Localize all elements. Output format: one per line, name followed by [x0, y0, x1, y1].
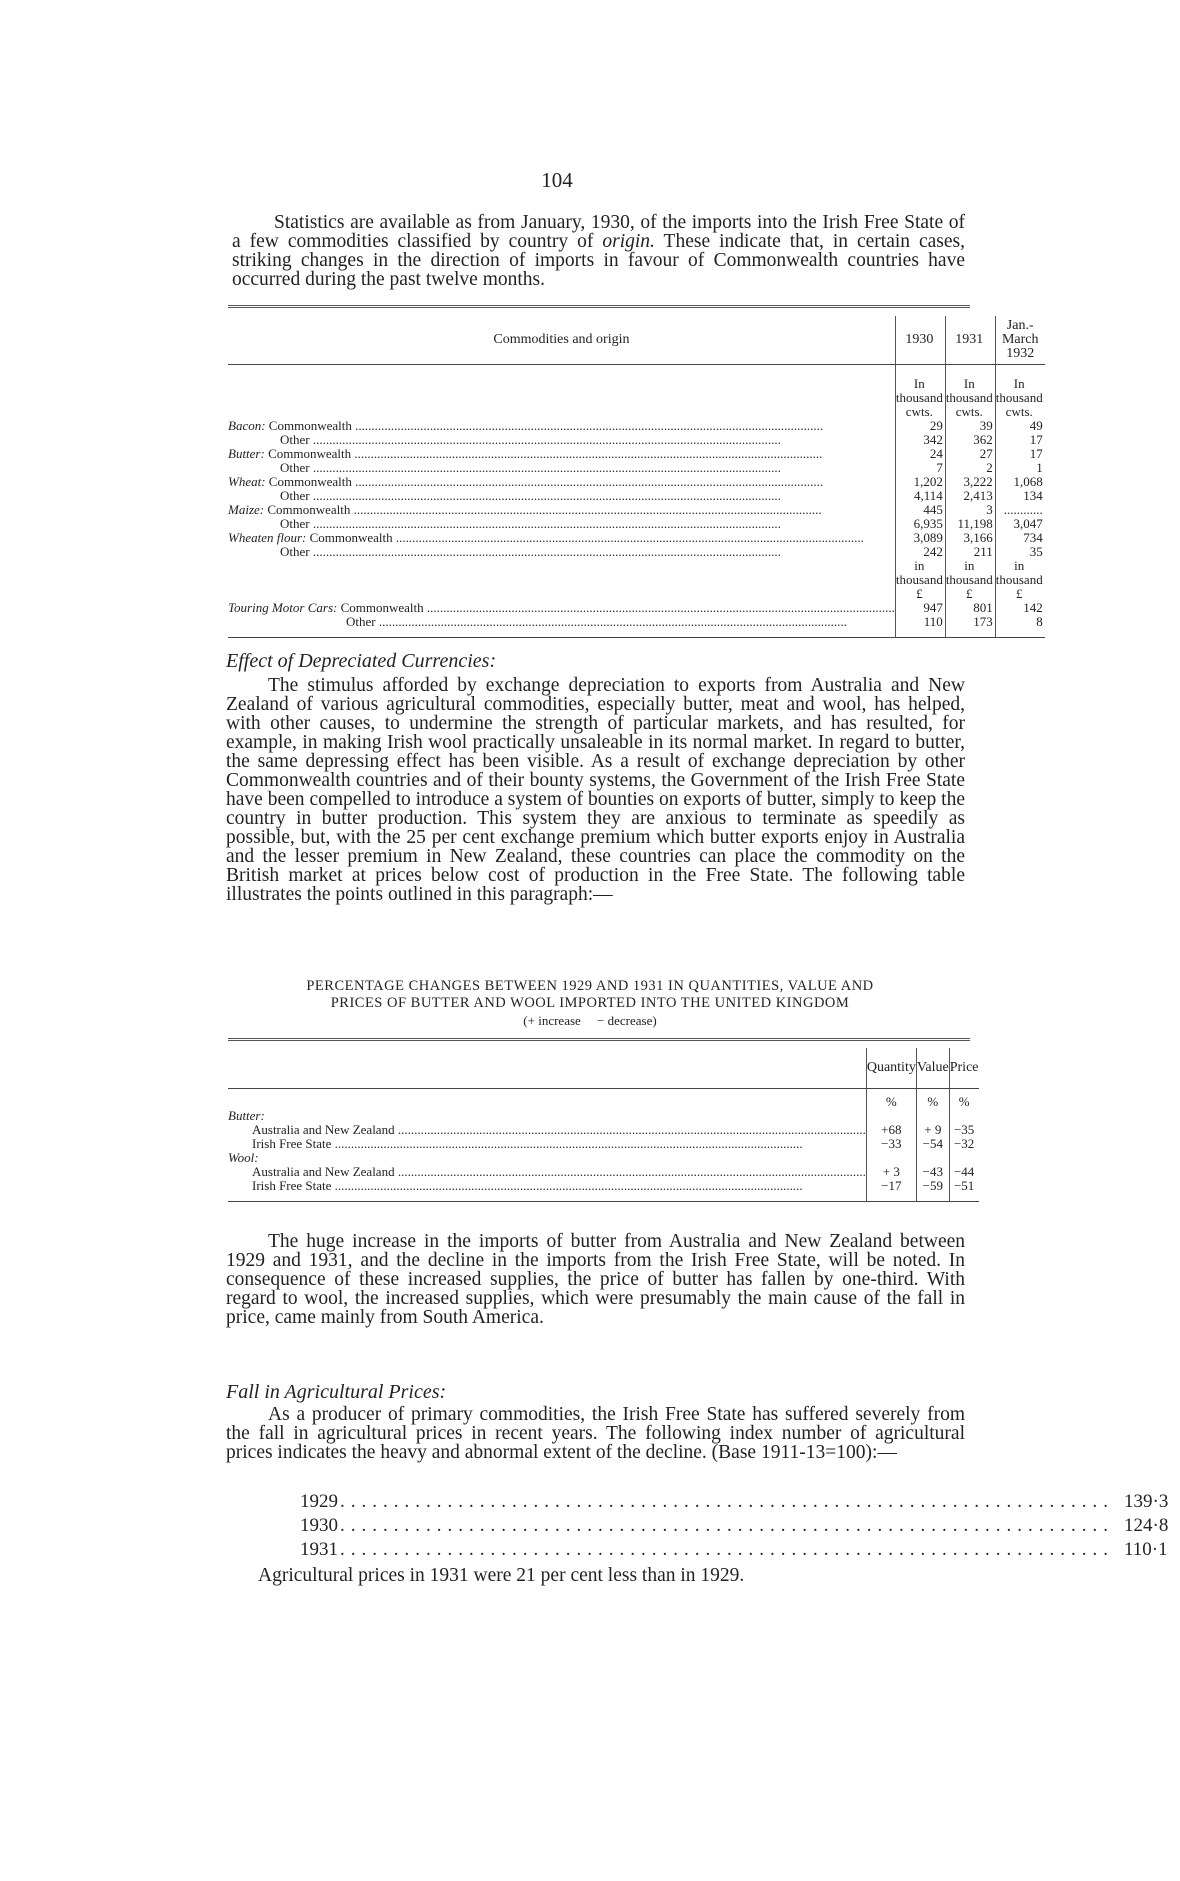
- value-1932: 17: [995, 433, 1044, 447]
- value-1930: 24: [895, 447, 945, 461]
- origin-name: Other: [346, 614, 376, 629]
- origin-name: Commonwealth: [268, 474, 352, 489]
- table-row: [228, 601, 1045, 615]
- origin-name: Other: [280, 488, 310, 503]
- value-1931: 173: [945, 615, 995, 629]
- table2-title-line1: PERCENTAGE CHANGES BETWEEN 1929 AND 1931 IN QUANTITIES, VALUE AND: [306, 978, 874, 994]
- row-label: [228, 531, 895, 545]
- value-1930: 947: [895, 601, 945, 615]
- row-label: [228, 545, 895, 559]
- group-name: Wool:: [228, 1150, 259, 1165]
- row-label: Irish Free State .....: [228, 1137, 866, 1151]
- value-1930: 3,089: [895, 531, 945, 545]
- table-row: [228, 545, 1045, 559]
- commodity-name: Bacon:: [228, 418, 266, 433]
- header-price: Price: [949, 1048, 978, 1089]
- header-quantity: Quantity: [866, 1048, 916, 1089]
- table-row: [228, 433, 1045, 447]
- cell-quantity: −17: [866, 1179, 916, 1193]
- section-heading-currencies: Effect of Depreciated Currencies:: [226, 650, 497, 672]
- value-1932: 1,068: [995, 475, 1044, 489]
- table-row: [228, 1179, 979, 1193]
- table2-bottom-row: [228, 1193, 979, 1202]
- cell-value: + 9: [916, 1123, 949, 1137]
- unit-value-1931: in thousand £: [945, 559, 995, 601]
- table1-cars-body: [228, 601, 1045, 629]
- butter-wool-table: [228, 1048, 979, 1202]
- index-row: 1931 ........................................................................ 110·1: [300, 1539, 1168, 1560]
- page-number: 104: [541, 168, 573, 192]
- table-row: [228, 615, 1045, 629]
- origin-name: Other: [280, 432, 310, 447]
- header-1930: 1930: [895, 316, 945, 365]
- cell-price: −32: [949, 1137, 978, 1151]
- cell-quantity: +68: [866, 1123, 916, 1137]
- table-row: [228, 531, 1045, 545]
- value-1932: 734: [995, 531, 1044, 545]
- value-1932: 8: [995, 615, 1044, 629]
- value-1930: 342: [895, 433, 945, 447]
- header-commodities: Commodities and origin: [228, 316, 895, 365]
- cell-value: −54: [916, 1137, 949, 1151]
- cell-price: −51: [949, 1179, 978, 1193]
- table1-unit-row: [228, 365, 1045, 420]
- index-row: 1929 ........................................................................ 139·3: [300, 1491, 1169, 1512]
- value-1931: 39: [945, 419, 995, 433]
- row-label: [228, 447, 895, 461]
- table-row: [228, 419, 1045, 433]
- value-1931: 11,198: [945, 517, 995, 531]
- row-label: [228, 489, 895, 503]
- closing-sentence: Agricultural prices in 1931 were 21 per cent less than in 1929.: [258, 1565, 745, 1586]
- table-row: [228, 489, 1045, 503]
- row-label: [228, 517, 895, 531]
- value-1932: 17: [995, 447, 1044, 461]
- value-1930: 29: [895, 419, 945, 433]
- unit-cwts-1932: In thousand cwts.: [995, 365, 1044, 420]
- value-1930: 4,114: [895, 489, 945, 503]
- value-1931: 211: [945, 545, 995, 559]
- value-1932: 35: [995, 545, 1044, 559]
- origin-name: Other: [280, 544, 310, 559]
- table1-bottom-row: [228, 629, 1045, 638]
- origin-name: Commonwealth: [268, 446, 352, 461]
- row-label: [228, 461, 895, 475]
- table-row: [228, 1137, 979, 1151]
- value-1930: 110: [895, 615, 945, 629]
- cell-quantity: + 3: [866, 1165, 916, 1179]
- value-1932: 142: [995, 601, 1044, 615]
- table1-header-row: [228, 316, 1045, 365]
- percent-unit: %: [866, 1089, 916, 1110]
- commodity-name: Wheaten flour:: [228, 530, 307, 545]
- table1-value-unit-row: [228, 559, 1045, 601]
- origin-name: Commonwealth: [340, 600, 424, 615]
- value-1931: 27: [945, 447, 995, 461]
- cell-value: −43: [916, 1165, 949, 1179]
- commodity-name: Wheat:: [228, 474, 266, 489]
- row-label: Irish Free State .....: [228, 1179, 866, 1193]
- group-row: [228, 1109, 979, 1123]
- value-1931: 801: [945, 601, 995, 615]
- group-name: Butter:: [228, 1108, 265, 1123]
- row-label: [228, 475, 895, 489]
- table2-legend: (+ increase − decrease): [523, 1013, 657, 1028]
- commodity-name: Maize:: [228, 502, 265, 517]
- table2-top-rule: [228, 1038, 970, 1041]
- commodity-name: Touring Motor Cars:: [228, 600, 338, 615]
- table2-title-line2: PRICES OF BUTTER AND WOOL IMPORTED INTO THE UNITED KINGDOM: [330, 995, 850, 1011]
- table-row: [228, 475, 1045, 489]
- table2-title: [220, 978, 960, 1029]
- currencies-paragraph: The stimulus afforded by exchange depreciation to exports from Australia and New Zealand of various agricultural commodities, especially butter, meat and wool, has helped, with other causes, to undermine the strength of particular markets, and has resulted, for example, in making Irish wool practically unsaleable in its normal market. In regard to butter, the same depressing effect has been visible. As a result of exchange depreciation by other Commonwealth countries and of their bounty systems, the Government of the Irish Free State have been compelled to introduce a system of bounties on exports of butter, simply to keep the country in butter production. This system they are anxious to terminate as speedily as possible, but, with the 25 per cent exchange premium which butter exports enjoy in Australia and the lesser premium in New Zealand, these countries can place the commodity on the British market at prices below cost of production in the Free State. The following table illustrates the points outlined in this paragraph:—: [226, 675, 965, 905]
- percent-unit: %: [916, 1089, 949, 1110]
- imports-table: [228, 316, 1045, 638]
- value-1932: 3,047: [995, 517, 1044, 531]
- value-1932: 134: [995, 489, 1044, 503]
- intro-paragraph: Statistics are available as from January, 1930, of the imports into the Irish Free State of a few commodities classified by country of origin. These indicate that, in certain cases, striking changes in the direction of imports in favour of Commonwealth countries have occurred during the past twelve months.: [232, 212, 965, 290]
- index-row: 1930 ........................................................................ 124·8: [300, 1515, 1169, 1536]
- row-label: [228, 615, 895, 629]
- value-1930: 242: [895, 545, 945, 559]
- value-1932: ............: [995, 503, 1044, 517]
- origin-name: Commonwealth: [268, 418, 352, 433]
- origin-name: Other: [280, 516, 310, 531]
- unit-value-1930: in thousand £: [895, 559, 945, 601]
- header-1932: Jan.-March 1932: [995, 316, 1044, 365]
- row-label: [228, 601, 895, 615]
- table-row: [228, 503, 1045, 517]
- table-row: [228, 1165, 979, 1179]
- value-1932: 49: [995, 419, 1044, 433]
- value-1931: 3: [945, 503, 995, 517]
- prices-paragraph: As a producer of primary commodities, the Irish Free State has suffered severely from the fall in agricultural prices in recent years. The following index number of agricultural prices indicates the heavy and abnormal extent of the decline. (Base 1911-13=100):—: [226, 1404, 965, 1463]
- row-label: [228, 503, 895, 517]
- header-1931: 1931: [945, 316, 995, 365]
- group-row: [228, 1151, 979, 1165]
- value-1930: 1,202: [895, 475, 945, 489]
- value-1931: 3,166: [945, 531, 995, 545]
- unit-value-1932: in thousand £: [995, 558, 1043, 601]
- table-row: [228, 447, 1045, 461]
- table-row: [228, 461, 1045, 475]
- origin-name: Commonwealth: [267, 502, 351, 517]
- value-1932: 1: [995, 461, 1044, 475]
- value-1931: 362: [945, 433, 995, 447]
- table1-top-rule: [228, 305, 970, 308]
- unit-cwts-1930: In thousand cwts.: [895, 365, 945, 420]
- cell-quantity: −33: [866, 1137, 916, 1151]
- table2-unit-row: [228, 1089, 979, 1110]
- table-row: [228, 517, 1045, 531]
- butter-paragraph: The huge increase in the imports of butter from Australia and New Zealand between 1929 and 1931, and the decline in the imports from the Irish Free State, will be noted. In consequence of these increased supplies, the price of butter has fallen by one-third. With regard to wool, the increased supplies, which were presumably the main cause of the fall in price, came mainly from South America.: [226, 1231, 965, 1328]
- table2-body: [228, 1089, 979, 1194]
- value-1931: 3,222: [945, 475, 995, 489]
- value-1930: 6,935: [895, 517, 945, 531]
- cell-price: −35: [949, 1123, 978, 1137]
- row-label: [228, 419, 895, 433]
- unit-cwts-1931: In thousand cwts.: [945, 365, 995, 420]
- row-label: Australia and New Zealand .....: [228, 1123, 866, 1137]
- table1-body: [228, 419, 1045, 559]
- percent-unit: %: [949, 1089, 978, 1110]
- cell-price: −44: [949, 1165, 978, 1179]
- commodity-name: Butter:: [228, 446, 265, 461]
- origin-word: origin.: [602, 231, 655, 252]
- header-value: Value: [916, 1048, 949, 1089]
- value-1931: 2,413: [945, 489, 995, 503]
- value-1930: 7: [895, 461, 945, 475]
- section-heading-prices: Fall in Agricultural Prices:: [226, 1381, 447, 1403]
- row-label: [228, 433, 895, 447]
- origin-name: Other: [280, 460, 310, 475]
- row-label: Australia and New Zealand .....: [228, 1165, 866, 1179]
- price-index-list: [300, 1490, 1169, 1562]
- origin-name: Commonwealth: [309, 530, 393, 545]
- cell-value: −59: [916, 1179, 949, 1193]
- value-1930: 445: [895, 503, 945, 517]
- table-row: [228, 1123, 979, 1137]
- value-1931: 2: [945, 461, 995, 475]
- table2-header-row: [228, 1048, 979, 1089]
